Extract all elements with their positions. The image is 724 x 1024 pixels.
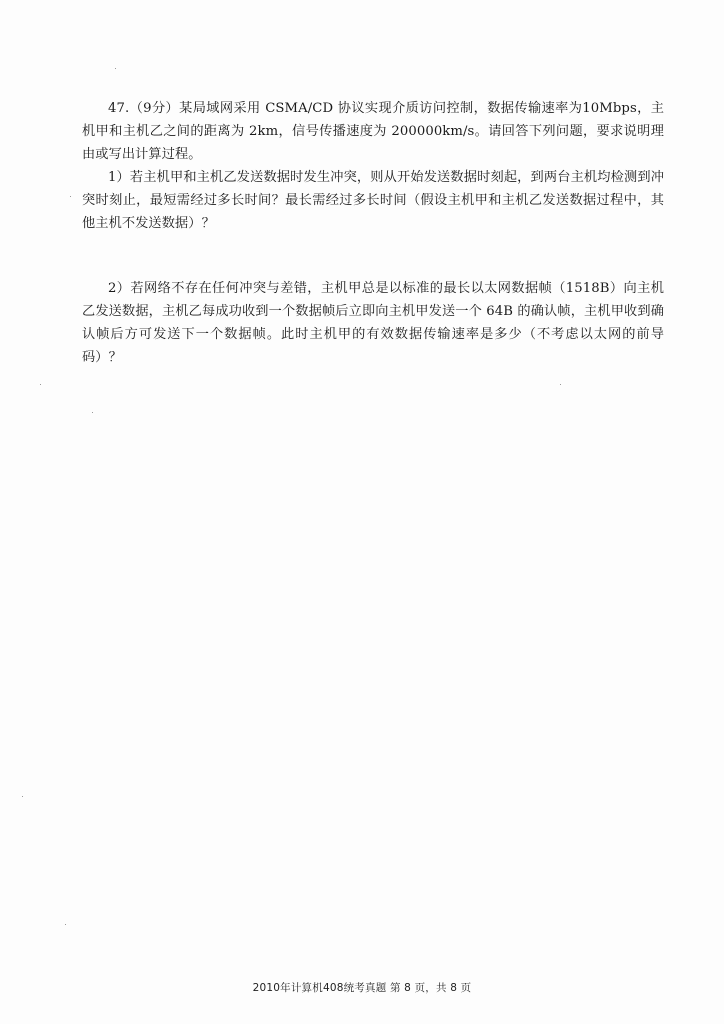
scan-speck xyxy=(70,196,71,197)
question-part-2: 2）若网络不存在任何冲突与差错，主机甲总是以标准的最长以太网数据帧（1518B）向主机乙发送数据，主机乙每成功收到一个数据帧后立即向主机甲发送一个 64B 的确认帧，主机甲收到确认帧后方可发送下一个数据帧。此时主机甲的有效数据传输速率是多少（不考虑以太网的前导码）？ xyxy=(82,281,664,365)
scan-speck xyxy=(92,412,93,413)
scan-speck xyxy=(40,384,41,385)
question-part-1: 1）若主机甲和主机乙发送数据时发生冲突，则从开始发送数据时刻起，到两台主机均检测到冲突时刻止，最短需经过多长时间？最长需经过多长时间（假设主机甲和主机乙发送数据过程中，其他主机不发送数据）？ xyxy=(82,170,664,231)
answer-space-1 xyxy=(82,235,664,277)
question-47 xyxy=(82,97,664,369)
page-footer: 2010年计算机408统考真题 第 8 页，共 8 页 xyxy=(252,982,472,994)
scan-speck xyxy=(115,68,116,69)
scan-speck xyxy=(65,924,66,925)
scan-speck xyxy=(560,384,561,385)
question-intro: 47.（9分）某局域网采用 CSMA/CD 协议实现介质访问控制，数据传输速率为10Mbps，主机甲和主机乙之间的距离为 2km，信号传播速度为 200000km/s。请回答下列问题，要求说明理由或写出计算过程。 xyxy=(82,101,664,162)
scan-speck xyxy=(22,796,23,797)
